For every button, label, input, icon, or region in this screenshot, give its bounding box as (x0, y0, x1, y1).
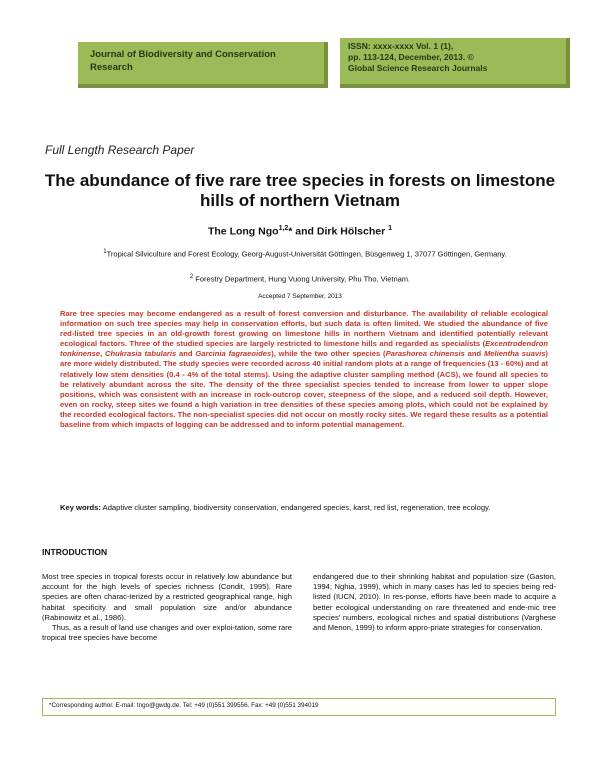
paper-type: Full Length Research Paper (45, 143, 195, 157)
species-1: Excentrodendron tonkinense (60, 339, 548, 359)
issn-line: ISSN: xxxx-xxxx Vol. 1 (1), (348, 41, 454, 51)
authors (0, 225, 600, 238)
intro-left-paragraph-2: Thus, as a result of land use changes and over exploi-tation, some rare tropical tree species have become (42, 623, 292, 643)
pages-line: pp. 113-124, December, 2013. © (348, 52, 474, 62)
intro-left-paragraph-1: Most tree species in tropical forests occur in relatively low abundance but account for the high levels of species richness (Condit, 1995). Rare species are often charac-terized by a restricted geographical range, high habitat specificity and small population size and/or abundance (Rabinowitz et al., 1986). (42, 572, 292, 622)
affiliation-1-text: Tropical Silviculture and Forest Ecology, Georg-August-Universität Göttingen, Büsgenweg 1, 37077 Göttingen, Germany. (106, 249, 507, 259)
abstract-text-3: ) are more widely distributed. The study species were recorded across 40 initial random plots at a range of frequencies (13 - 60%) and at relatively low stem densities (0.4 - 4% of the total stems). Using the adaptive cluster sampling method (ACS), we found all species to be relatively abundant across the site. The density of the three specialist species tended to increase from lower to upper slope positions, which was consistent with an increase in rock-outcrop cover, steepness of the slope, and a reduced soil depth. However, even on rocky, steep sites we found a high variation in tree densities of these species among plots, which could not be explained by the recorded ecological factors. The non-specialist species did not occur on mostly rocky sites. We regard these results as a potential baseline from which impacts of logging can be addressed and to inform potential management. (60, 349, 548, 430)
abstract-sep-3: and (464, 349, 484, 359)
author-1-affil: 1,2 (278, 225, 289, 232)
author-1: The Long Ngo (207, 225, 279, 238)
corresponding-author-footnote: *Corresponding author. E-mail: tngo@gwdg.de. Tel: +49 (0)551 399556. Fax: +49 (0)551 394019 (42, 698, 556, 716)
species-3: Garcinia fagraeoides (195, 349, 272, 359)
journal-name: Journal of Biodiversity and Conservation Research (90, 49, 276, 73)
paper-title: The abundance of five rare tree species in forests on limestone hills of northern Vietnam (44, 171, 556, 210)
affiliation-2-text: Forestry Department, Hung Vuong University, Phu Tho, Vietnam. (195, 274, 411, 284)
author-2: Dirk Hölscher (316, 225, 386, 238)
author-2-affil: 1 (388, 225, 393, 232)
keywords-label: Key words: (60, 503, 101, 512)
abstract-text-1: Rare tree species may become endangered as a result of forest conversion and disturbance. The availability of reliable ecological information on such tree species may help in conservation efforts, but such data is often limited. We studied the abundance of five red-listed tree species in an old-growth forest growing on limestone hills in northern Vietnam and identified potentially relevant ecological factors. Three of the studied species are largely restricted to limestone hills and regarded as specialists ( (60, 309, 548, 349)
species-2: Chukrasia tabularis (105, 349, 177, 359)
species-4: Parashorea chinensis (385, 349, 465, 359)
journal-name-box (78, 42, 328, 88)
affiliation-1 (60, 247, 550, 260)
abstract-text-2: ), while the two other species ( (271, 349, 386, 359)
abstract-sep-1: , (100, 349, 106, 359)
keywords (60, 503, 548, 514)
species-5: Melientha suavis (483, 349, 546, 359)
issn-box (340, 38, 570, 88)
affiliation-2 (0, 272, 600, 285)
abstract (60, 309, 548, 430)
author-and: and (292, 225, 317, 238)
affiliation-2-number: 2 (189, 274, 194, 280)
author-1-mark: * (288, 225, 293, 238)
abstract-sep-2: and (176, 349, 196, 359)
intro-heading: INTRODUCTION (42, 547, 108, 557)
intro-right-paragraph-1: endangered due to their shrinking habitat and population size (Gaston, 1994; Nghia, 1999), which in many cases has led to species being red-listed (IUCN, 2010). In res-ponse, efforts have been made to acquire a better ecological understanding on rare threatened and ende-mic tree species' numbers, ecological niches and spatial distributions (Varghese and Menon, 1999) to inform appro-priate strategies for conservation. (313, 572, 556, 633)
keywords-text: Adaptive cluster sampling, biodiversity conservation, endangered species, karst, red list, regeneration, tree ecology. (100, 503, 491, 512)
publisher-line: Global Science Research Journals (348, 63, 488, 73)
affiliation-1-number: 1 (103, 249, 107, 255)
intro-left-column (42, 572, 292, 643)
intro-right-column (313, 572, 556, 633)
accepted-date: Accepted 7 September, 2013 (258, 293, 342, 300)
